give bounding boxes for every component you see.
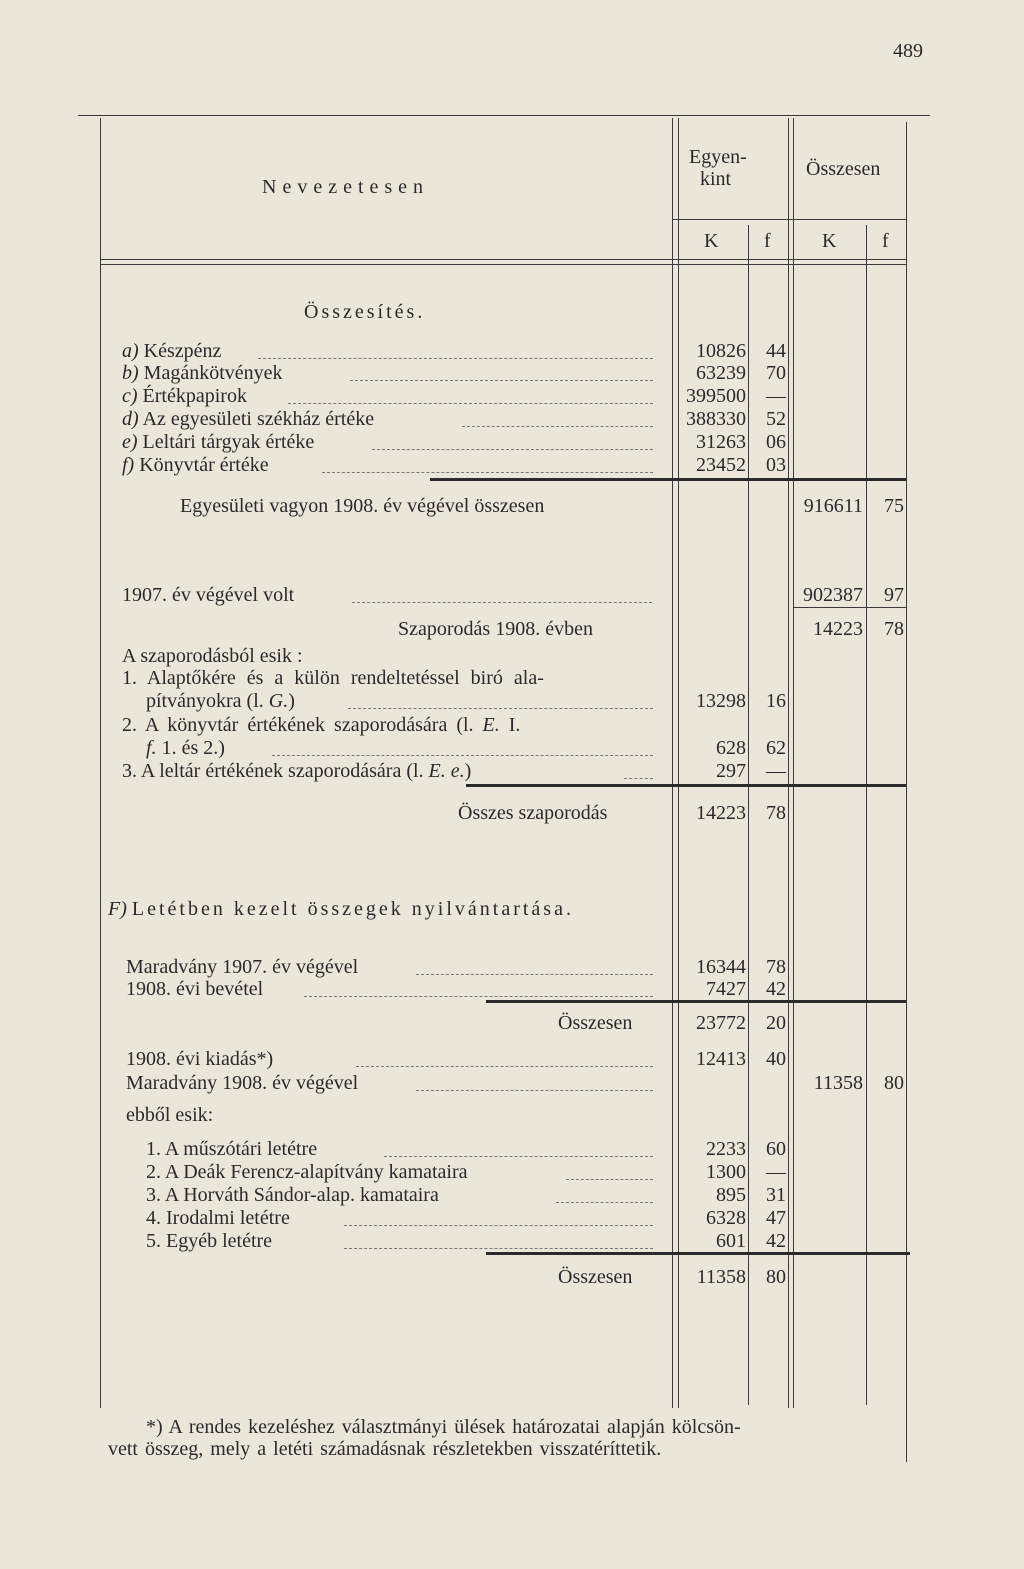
asset-row-k: 31263 [696, 431, 746, 453]
sum1-k: 23772 [696, 1012, 746, 1034]
leader-dots [348, 708, 653, 709]
header-k-2: K [822, 230, 837, 252]
deposit-row-f: 47 [766, 1207, 786, 1229]
header-sub-rule [672, 219, 906, 220]
section-title-text: Letétben kezelt összegek nyilvántartása. [131, 898, 574, 920]
asset-row-text: Magánkötvények [143, 362, 283, 384]
growth-item-1-text: pítványokra (l. [146, 690, 269, 712]
growth-item-1-close: ) [288, 690, 295, 712]
deposit-row-f: 42 [766, 1230, 786, 1252]
leader-dots [372, 449, 653, 450]
asset-row-f: 52 [766, 408, 786, 430]
growth-item-2-line1 [122, 714, 520, 736]
leader-dots [344, 1248, 653, 1249]
asset-row-k: 63239 [696, 362, 746, 384]
deposit-row-f: 31 [766, 1184, 786, 1206]
leader-dots [356, 1066, 653, 1067]
leader-dots [556, 1202, 653, 1203]
leader-dots [462, 426, 653, 427]
asset-row-label [122, 431, 314, 453]
deposit-row-label: 2. A Deák Ferencz-alapítvány kamataira [146, 1161, 468, 1183]
asset-row-label [122, 362, 283, 384]
deposit-row-k: 1300 [706, 1161, 746, 1183]
footnote-line-1: *) A rendes kezeléshez választmányi ülések határozatai alapján kölcsön- [146, 1416, 741, 1438]
from-growth-label: A szaporodásból esik : [122, 645, 303, 667]
asset-row-text: Leltári tárgyak értéke [142, 431, 315, 453]
asset-row-k: 23452 [696, 454, 746, 476]
total-assets-f: 75 [884, 495, 904, 517]
total-assets-label: Egyesületi vagyon 1908. év végével összesen [180, 495, 545, 517]
rem1908-k: 11358 [813, 1072, 863, 1094]
table-left-border [100, 118, 101, 1408]
growth-item-1-ref: G. [268, 690, 289, 712]
growth-item-1-line2 [146, 690, 295, 712]
col-divider-egyenkint [672, 118, 673, 1408]
growth-item-3-k: 297 [716, 760, 746, 782]
asset-row-letter: c) [122, 385, 138, 407]
leader-dots [288, 403, 653, 404]
col-divider-k-f-2 [866, 225, 867, 1405]
expense-f: 40 [766, 1048, 786, 1070]
leader-dots [322, 472, 653, 473]
deposit-row-k: 601 [716, 1230, 746, 1252]
asset-row-letter: a) [122, 340, 139, 362]
deposit-row-label: 3. A Horváth Sándor-alap. kamataira [146, 1184, 439, 1206]
deposit-row-f: 60 [766, 1138, 786, 1160]
asset-row-letter: e) [122, 431, 138, 453]
growth-k: 14223 [813, 618, 863, 640]
growth-item-2-ref-2: I. [499, 714, 521, 736]
asset-row-label [122, 454, 269, 476]
subtotal-rule-4 [486, 1252, 910, 1255]
growth-item-3-text: 3. A leltár értékének szaporodására (l. [122, 760, 429, 782]
expense-k: 12413 [696, 1048, 746, 1070]
asset-row-f: 70 [766, 362, 786, 384]
all-growth-k: 14223 [696, 802, 746, 824]
growth-f: 78 [884, 618, 904, 640]
of-which-label: ebből esik: [126, 1104, 214, 1126]
leader-dots [624, 778, 653, 779]
header-f-1: f [764, 230, 771, 252]
growth-item-2-ref: E. [482, 714, 500, 736]
leader-dots [384, 1156, 653, 1157]
asset-row-f: 44 [766, 340, 786, 362]
total-assets-k: 916611 [803, 495, 863, 517]
leader-dots [344, 1225, 653, 1226]
asset-row-letter: d) [122, 408, 139, 430]
growth-item-1-k: 13298 [696, 690, 746, 712]
table-top-rule [78, 115, 930, 116]
asset-row-f: 03 [766, 454, 786, 476]
table-right-border [906, 122, 907, 1462]
all-growth-f: 78 [766, 802, 786, 824]
leader-dots [566, 1179, 653, 1180]
subtotal-rule-3 [486, 1000, 906, 1003]
income-label: 1908. évi bevétel [126, 978, 264, 1000]
deposit-row-k: 6328 [706, 1207, 746, 1229]
all-growth-label: Összes szaporodás [458, 802, 608, 824]
asset-row-text: Könyvtár értéke [139, 454, 269, 476]
growth-item-2-text: 2. A könyvtár értékének szaporodására (l. [122, 714, 483, 736]
asset-row-letter: f) [122, 454, 135, 476]
page-number: 489 [893, 40, 923, 62]
section-title-osszesites: Összesítés. [304, 301, 426, 323]
sum2-label: Összesen [558, 1266, 633, 1288]
asset-row-f: — [766, 385, 786, 407]
growth-item-1-f: 16 [766, 690, 786, 712]
deposit-row-f: — [766, 1161, 786, 1183]
header-f-2: f [882, 230, 889, 252]
header-k-1: K [704, 230, 719, 252]
header-nevezetesen: Nevezetesen [262, 176, 430, 198]
income-f: 42 [766, 978, 786, 1000]
section-title-letetben [108, 898, 574, 920]
asset-row-text: Készpénz [143, 340, 222, 362]
header-egyenkint-2: kint [700, 168, 732, 190]
deposit-row-k: 2233 [706, 1138, 746, 1160]
sum1-label: Összesen [558, 1012, 633, 1034]
leader-dots [304, 996, 653, 997]
prev-year-k: 902387 [803, 584, 863, 606]
growth-item-2-f: 62 [766, 737, 786, 759]
expense-label: 1908. évi kiadás*) [126, 1048, 274, 1070]
asset-row-k: 399500 [686, 385, 746, 407]
asset-row-k: 10826 [696, 340, 746, 362]
header-bottom-rule-2 [100, 264, 906, 265]
asset-row-k: 388330 [686, 408, 746, 430]
subtotal-rule-2 [466, 784, 906, 787]
growth-item-2-ref-3: f. [146, 737, 157, 759]
asset-row-text: Értékpapirok [142, 385, 247, 407]
rem1907-label: Maradvány 1907. év végével [126, 956, 359, 978]
growth-item-3 [122, 760, 471, 782]
asset-row-label [122, 340, 221, 362]
growth-item-2-ref-4: 1. és 2.) [156, 737, 225, 759]
growth-label: Szaporodás 1908. évben [398, 618, 593, 640]
growth-rule [793, 607, 906, 608]
rem1908-label: Maradvány 1908. év végével [126, 1072, 359, 1094]
sum2-k: 11358 [696, 1266, 746, 1288]
income-k: 7427 [706, 978, 746, 1000]
deposit-row-k: 895 [716, 1184, 746, 1206]
header-egyenkint-1: Egyen- [689, 146, 747, 168]
asset-row-label [122, 408, 374, 430]
growth-item-2-line2 [146, 737, 225, 759]
section-letter: F) [108, 898, 127, 920]
growth-item-2-k: 628 [716, 737, 746, 759]
leader-dots [352, 602, 652, 603]
rem1907-k: 16344 [696, 956, 746, 978]
leader-dots [350, 380, 653, 381]
footnote-line-2: vett összeg, mely a letéti számadásnak részletekben visszatéríttetik. [108, 1438, 662, 1460]
leader-dots [272, 755, 653, 756]
header-osszesen: Összesen [806, 158, 881, 180]
prev-year-label: 1907. év végével volt [122, 584, 295, 606]
rem1907-f: 78 [766, 956, 786, 978]
asset-row-text: Az egyesületi székház értéke [142, 408, 375, 430]
sum2-f: 80 [766, 1266, 786, 1288]
leader-dots [416, 974, 653, 975]
growth-item-3-ref: E. e. [428, 760, 465, 782]
prev-year-f: 97 [884, 584, 904, 606]
sum1-f: 20 [766, 1012, 786, 1034]
growth-item-3-f: — [766, 760, 786, 782]
deposit-row-label: 4. Irodalmi letétre [146, 1207, 290, 1229]
deposit-row-label: 5. Egyéb letétre [146, 1230, 273, 1252]
leader-dots [258, 358, 653, 359]
rem1908-f: 80 [884, 1072, 904, 1094]
header-bottom-rule [100, 259, 906, 260]
col-divider-osszesen [788, 118, 789, 1408]
deposit-row-label: 1. A műszótári letétre [146, 1138, 318, 1160]
growth-item-3-close: ) [464, 760, 472, 782]
asset-row-f: 06 [766, 431, 786, 453]
subtotal-rule-1 [430, 478, 906, 481]
col-divider-osszesen-inner [793, 118, 794, 1408]
asset-row-letter: b) [122, 362, 139, 384]
asset-row-label [122, 385, 247, 407]
growth-item-1-line1: 1. Alaptőkére és a külön rendeltetéssel biró ala- [122, 667, 544, 689]
leader-dots [416, 1090, 653, 1091]
